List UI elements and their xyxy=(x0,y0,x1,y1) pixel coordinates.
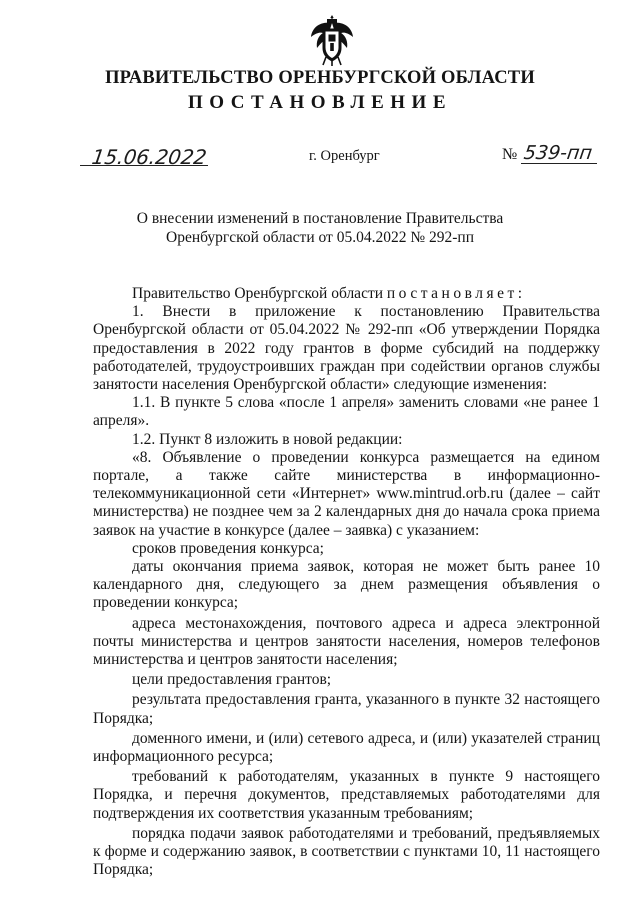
subject-line-1: О внесении изменений в постановление Правительства xyxy=(136,210,504,227)
subject-line-2: Оренбургской области от 05.04.2022 № 292-пп xyxy=(166,229,474,246)
city-name: г. Оренбург xyxy=(309,148,380,164)
list-item: адреса местонахождения, почтового адреса и адреса электронной почты министерства и центров занятости населения, номеров телефонов министерства и центров занятости населения; xyxy=(93,614,600,669)
paragraph-1-1: 1.1. В пункте 5 слова «после 1 апреля» заменить словами «не ранее 1 апреля». xyxy=(93,394,600,430)
list-item: требований к работодателям, указанных в пункте 9 настоящего Порядка, и перечня документов, представляемых работодателями для подтверждения их соответствия указанным требованиям; xyxy=(93,768,600,822)
number-sign: № xyxy=(502,146,518,163)
list-item: даты окончания приема заявок, которая не может быть ранее 10 календарного дня, следующего за днем размещения объявления о проведении конкурса; xyxy=(93,558,600,612)
list-item: сроков проведения конкурса; xyxy=(132,539,324,557)
government-title: ПРАВИТЕЛЬСТВО ОРЕНБУРГСКОЙ ОБЛАСТИ xyxy=(105,68,535,88)
list-item: цели предоставления грантов; xyxy=(132,671,332,689)
list-item: результата предоставления гранта, указанного в пункте 32 настоящего Порядка; xyxy=(93,691,600,727)
document-subject xyxy=(0,209,640,247)
intro-paragraph xyxy=(93,285,600,303)
document-number: 539-пп xyxy=(522,142,594,164)
intro-spaced-word: постановляет xyxy=(386,285,518,302)
document-body xyxy=(93,285,600,880)
intro-lead: Правительство Оренбургской области xyxy=(132,285,384,302)
date-underline xyxy=(80,165,208,166)
document-date: 15.06.2022 xyxy=(90,145,209,169)
list-item: доменного имени, и (или) сетевого адреса, и (или) указателей страниц информационного ресурса; xyxy=(93,729,600,766)
coat-of-arms-emblem xyxy=(309,12,355,66)
number-underline xyxy=(521,163,597,164)
intro-colon: : xyxy=(517,285,523,302)
document-type-title: ПОСТАНОВЛЕНИЕ xyxy=(187,92,453,113)
paragraph-1: 1. Внести в приложение к постановлению Правительства Оренбургской области от 05.04.2022 № 292-пп «Об утверждении Порядка предоставления в 2022 году грантов в форме субсидий на поддержку работодателей, трудоустроивших граждан при содействии органов службы занятости населения Оренбургской области» следующие изменения: xyxy=(93,303,600,394)
paragraph-1-2: 1.2. Пункт 8 изложить в новой редакции: xyxy=(132,430,403,448)
paragraph-8: «8. Объявление о проведении конкурса размещается на едином портале, а также сайте министерства в информационно-телекоммуникационной сети «Интернет» www.mintrud.orb.ru (далее – сайт министерства) не позднее чем за 2 календарных дня до начала срока приема заявок на участие в конкурсе (далее – заявка) с указанием: xyxy=(93,448,600,539)
list-item: порядка подачи заявок работодателями и требований, предъявляемых к форме и содержанию заявок, в соответствии с пунктами 10, 11 настоящего Порядка; xyxy=(93,824,600,879)
